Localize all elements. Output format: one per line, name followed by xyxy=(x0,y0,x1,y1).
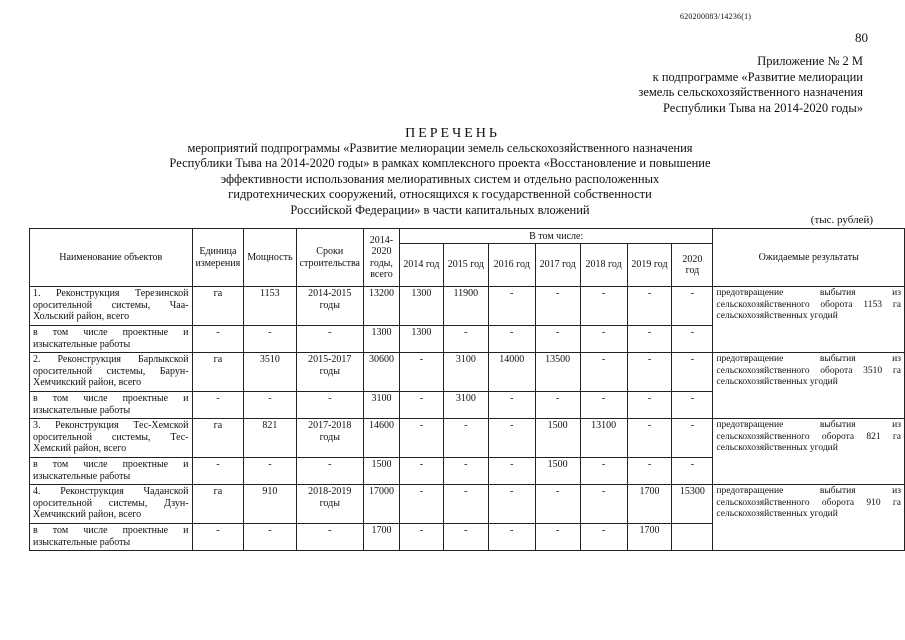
col-header-results: Ожидаемые результаты xyxy=(713,229,905,287)
unit-cell: - xyxy=(192,458,244,485)
year-value-cell: 1700 xyxy=(627,524,672,551)
unit-cell: - xyxy=(192,392,244,419)
subtitle-line: Республики Тыва на 2014-2020 годы» в рамках комплексного проекта «Восстановление и повышение xyxy=(169,156,711,171)
year-value-cell: 1300 xyxy=(399,326,443,353)
units-label: (тыс. рублей) xyxy=(810,214,873,226)
power-cell: 1153 xyxy=(244,287,296,326)
col-header-year: 2019 год xyxy=(627,244,672,287)
power-cell: - xyxy=(244,392,296,419)
terms-cell: 2015-2017 годы xyxy=(296,353,363,392)
year-value-cell: - xyxy=(535,524,580,551)
year-value-cell: - xyxy=(580,287,627,326)
year-value-cell: 11900 xyxy=(443,287,488,326)
col-header-year: 2015 год xyxy=(443,244,488,287)
year-value-cell: - xyxy=(488,287,535,326)
total-cell: 1500 xyxy=(363,458,399,485)
col-header-power: Мощность xyxy=(244,229,296,287)
terms-cell: - xyxy=(296,392,363,419)
appendix-line: земель сельскохозяйственного назначения xyxy=(638,85,863,99)
table-row xyxy=(30,419,905,458)
year-value-cell: 1300 xyxy=(399,287,443,326)
year-value-cell: 13100 xyxy=(580,419,627,458)
year-value-cell: 1700 xyxy=(627,485,672,524)
year-value-cell: - xyxy=(672,326,713,353)
object-name-cell: в том числе проектные и изыскательные работы xyxy=(30,524,193,551)
col-header-unit: Единица измерения xyxy=(192,229,244,287)
measures-table xyxy=(29,228,905,551)
col-header-year: 2020 год xyxy=(672,244,713,287)
col-header-terms: Сроки строительства xyxy=(296,229,363,287)
year-value-cell: - xyxy=(535,287,580,326)
col-header-year: 2016 год xyxy=(488,244,535,287)
unit-cell: га xyxy=(192,485,244,524)
year-value-cell: - xyxy=(488,458,535,485)
object-name-cell: 1. Реконструкция Терезинской оросительной системы, Чаа-Хольский район, всего xyxy=(30,287,193,326)
table-row xyxy=(30,353,905,392)
year-value-cell: - xyxy=(443,524,488,551)
subtitle-line: мероприятий подпрограммы «Развитие мелиорации земель сельскохозяйственного назначения xyxy=(187,141,693,155)
year-value-cell: 15300 xyxy=(672,485,713,524)
total-cell: 13200 xyxy=(363,287,399,326)
page-number: 80 xyxy=(855,30,868,45)
unit-cell: га xyxy=(192,353,244,392)
year-value-cell xyxy=(672,524,713,551)
power-cell: 3510 xyxy=(244,353,296,392)
year-value-cell: - xyxy=(580,524,627,551)
year-value-cell: 3100 xyxy=(443,353,488,392)
year-value-cell: - xyxy=(672,458,713,485)
appendix-line: Приложение № 2 М xyxy=(757,54,863,68)
header-row xyxy=(30,229,905,244)
object-name-cell: 3. Реконструкция Тес-Хемской оросительной системы, Тес-Хемский район, всего xyxy=(30,419,193,458)
total-cell: 30600 xyxy=(363,353,399,392)
year-value-cell: - xyxy=(580,485,627,524)
year-value-cell: 14000 xyxy=(488,353,535,392)
year-value-cell: - xyxy=(535,326,580,353)
object-name-cell: в том числе проектные и изыскательные работы xyxy=(30,458,193,485)
total-cell: 3100 xyxy=(363,392,399,419)
year-value-cell: - xyxy=(580,392,627,419)
expected-result-cell: предотвращение выбытия из сельскохозяйственного оборота 910 га сельскохозяйственных угодий xyxy=(713,485,905,551)
power-cell: - xyxy=(244,524,296,551)
total-cell: 1700 xyxy=(363,524,399,551)
year-value-cell: - xyxy=(627,353,672,392)
total-cell: 14600 xyxy=(363,419,399,458)
year-value-cell: - xyxy=(399,392,443,419)
table-row xyxy=(30,485,905,524)
unit-cell: - xyxy=(192,326,244,353)
year-value-cell: 1500 xyxy=(535,458,580,485)
year-value-cell: - xyxy=(672,419,713,458)
expected-result-cell: предотвращение выбытия из сельскохозяйственного оборота 1153 га сельскохозяйственных угодий xyxy=(713,287,905,353)
object-name-cell: 2. Реконструкция Барлыкской оросительной системы, Барун-Хемчикский район, всего xyxy=(30,353,193,392)
terms-cell: 2018-2019 годы xyxy=(296,485,363,524)
power-cell: 910 xyxy=(244,485,296,524)
expected-result-cell: предотвращение выбытия из сельскохозяйственного оборота 3510 га сельскохозяйственных угодий xyxy=(713,353,905,419)
year-value-cell: - xyxy=(535,485,580,524)
col-header-including: В том числе: xyxy=(399,229,712,244)
expected-result-cell: предотвращение выбытия из сельскохозяйственного оборота 821 га сельскохозяйственных угодий xyxy=(713,419,905,485)
year-value-cell: 13500 xyxy=(535,353,580,392)
year-value-cell: - xyxy=(399,524,443,551)
terms-cell: 2017-2018 годы xyxy=(296,419,363,458)
year-value-cell: - xyxy=(443,485,488,524)
year-value-cell: - xyxy=(443,326,488,353)
year-value-cell: - xyxy=(399,458,443,485)
year-value-cell: - xyxy=(627,326,672,353)
year-value-cell: - xyxy=(672,392,713,419)
terms-cell: - xyxy=(296,458,363,485)
year-value-cell: - xyxy=(443,419,488,458)
unit-cell: га xyxy=(192,287,244,326)
subtitle-line: эффективности использования мелиоративных систем и отдельно расположенных xyxy=(220,171,660,186)
object-name-cell: 4. Реконструкция Чаданской оросительной системы, Дзун-Хемчикский район, всего xyxy=(30,485,193,524)
year-value-cell: - xyxy=(399,419,443,458)
year-value-cell: - xyxy=(580,326,627,353)
object-name-cell: в том числе проектные и изыскательные работы xyxy=(30,326,193,353)
year-value-cell: - xyxy=(488,485,535,524)
col-header-year: 2018 год xyxy=(580,244,627,287)
year-value-cell: - xyxy=(535,392,580,419)
unit-cell: - xyxy=(192,524,244,551)
year-value-cell: - xyxy=(399,485,443,524)
year-value-cell: - xyxy=(580,353,627,392)
year-value-cell: - xyxy=(488,392,535,419)
table-row xyxy=(30,287,905,326)
col-header-total: 2014-2020 годы, всего xyxy=(363,229,399,287)
year-value-cell: - xyxy=(627,392,672,419)
power-cell: - xyxy=(244,326,296,353)
total-cell: 1300 xyxy=(363,326,399,353)
year-value-cell: - xyxy=(672,287,713,326)
col-header-name: Наименование объектов xyxy=(30,229,193,287)
year-value-cell: - xyxy=(627,458,672,485)
year-value-cell: - xyxy=(488,419,535,458)
year-value-cell: - xyxy=(627,287,672,326)
appendix-line: Республики Тыва на 2014-2020 годы» xyxy=(662,100,863,115)
appendix-header xyxy=(638,54,863,116)
year-value-cell: - xyxy=(443,458,488,485)
appendix-line: к подпрограмме «Развитие мелиорации xyxy=(652,69,863,84)
total-cell: 17000 xyxy=(363,485,399,524)
year-value-cell: - xyxy=(488,326,535,353)
power-cell: - xyxy=(244,458,296,485)
terms-cell: 2014-2015 годы xyxy=(296,287,363,326)
object-name-cell: в том числе проектные и изыскательные работы xyxy=(30,392,193,419)
document-subtitle xyxy=(120,141,760,218)
year-value-cell: - xyxy=(580,458,627,485)
subtitle-line: гидротехнических сооружений, относящихся к государственной собственности xyxy=(228,187,652,202)
document-id: 620200083/14236(1) xyxy=(680,12,752,21)
col-header-year: 2017 год xyxy=(535,244,580,287)
unit-cell: га xyxy=(192,419,244,458)
terms-cell: - xyxy=(296,326,363,353)
power-cell: 821 xyxy=(244,419,296,458)
subtitle-line: Российской Федерации» в части капитальных вложений xyxy=(290,202,590,217)
page-title: ПЕРЕЧЕНЬ xyxy=(405,126,500,141)
year-value-cell: - xyxy=(672,353,713,392)
year-value-cell: 3100 xyxy=(443,392,488,419)
year-value-cell: 1500 xyxy=(535,419,580,458)
terms-cell: - xyxy=(296,524,363,551)
year-value-cell: - xyxy=(399,353,443,392)
col-header-year: 2014 год xyxy=(399,244,443,287)
year-value-cell: - xyxy=(488,524,535,551)
year-value-cell: - xyxy=(627,419,672,458)
